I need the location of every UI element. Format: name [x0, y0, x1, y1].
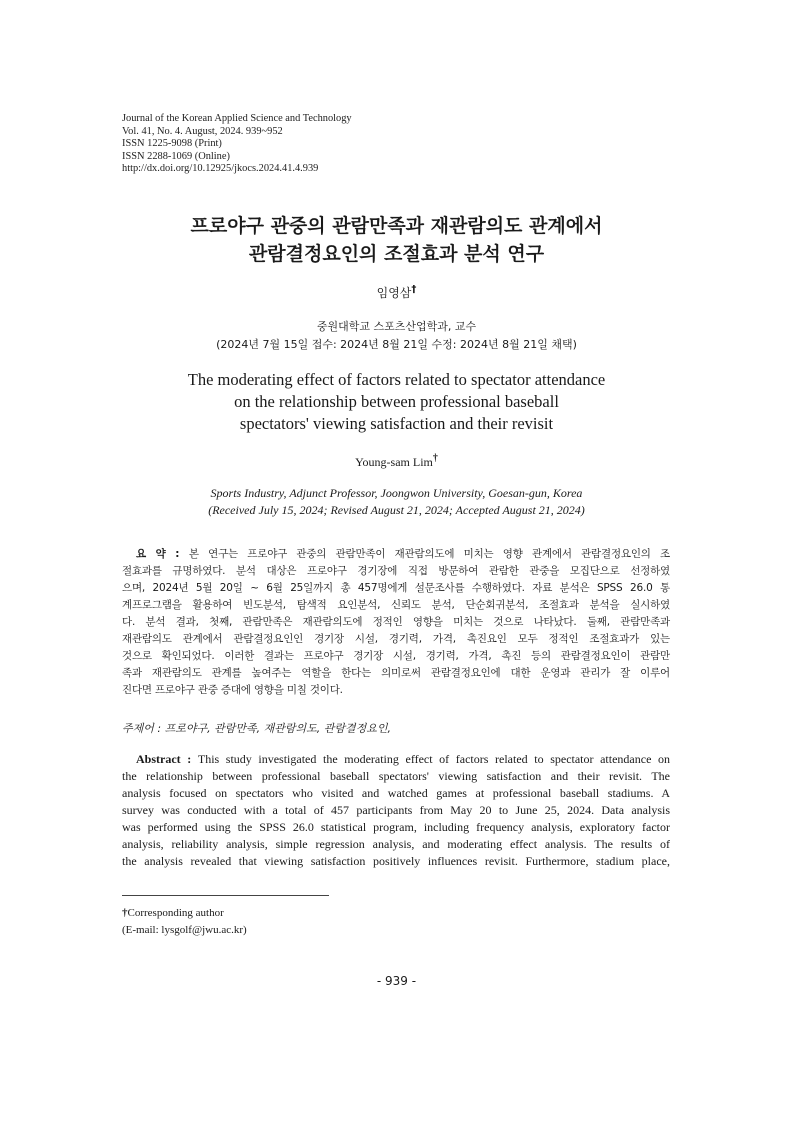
journal-header	[122, 113, 352, 176]
korean-abstract-line: 것으로 확인되었다. 이러한 결과는 프로야구 경기장 시설, 경기력, 가격, 촉진 등의 관람결정요인이 관람만	[122, 650, 670, 662]
korean-abstract-line: 계프로그램을 활용하여 빈도분석, 탐색적 요인분석, 신뢰도 분석, 단순회귀분석, 조절효과 분석을 실시하였	[122, 599, 670, 611]
english-author-name: Young-sam Lim	[355, 455, 433, 469]
english-affiliation: Sports Industry, Adjunct Professor, Joongwon University, Goesan-gun, Korea	[210, 486, 583, 500]
korean-title-line1: 프로야구 관중의 관람만족과 재관람의도 관계에서	[190, 215, 603, 237]
korean-abstract-line: 족과 재관람의도 관계를 높여주는 역할을 한다는 의미로써 관람결정요인에 대한 운영과 관리가 잘 이루어	[122, 667, 670, 679]
korean-abstract-line: 절효과를 규명하였다. 분석 대상은 프로야구 경기장에 직접 방문하여 관람한 관중을 모집단으로 선정하였	[122, 565, 670, 577]
english-title-line1: The moderating effect of factors related to spectator attendance	[187, 370, 606, 389]
english-abstract-line: analysis focused on spectators who visited and watched games at professional baseball stadiums. A	[122, 786, 670, 800]
footnote-line1: †Corresponding author	[122, 907, 224, 919]
footnote-email: (E-mail: lysgolf@jwu.ac.kr)	[122, 924, 247, 936]
korean-abstract-label: 요 약 :	[136, 548, 189, 560]
korean-abstract-line: 요 약 : 본 연구는 프로야구 관중의 관람만족이 재관람의도에 미치는 영향 관계에서 관람결정요인의 조	[136, 548, 670, 560]
korean-abstract-line: 다. 분석 결과, 첫째, 관람만족은 재관람의도에 정적인 영향을 미치는 것으로 나타났다. 둘째, 관람만족과	[122, 616, 670, 628]
korean-dates: (2024년 7월 15일 접수: 2024년 8월 21일 수정: 2024년 8월 21일 채택)	[216, 338, 577, 351]
journal-name: Journal of the Korean Applied Science and Technology	[122, 113, 352, 124]
english-abstract-line: the analysis revealed that viewing satisfaction positively influences revisit. Furthermore, stadium place,	[122, 854, 670, 868]
korean-title-line2: 관람결정요인의 조절효과 분석 연구	[248, 243, 545, 265]
korean-abstract-line: 으며, 2024년 5월 20일 ~ 6월 25일까지 총 457명에게 설문조사를 수행하였다. 자료 분석은 SPSS 26.0 통	[122, 582, 670, 594]
corresponding-mark-en: †	[432, 453, 438, 464]
english-abstract-line: the relationship between professional baseball spectators' viewing satisfaction and their revisit. The	[122, 769, 670, 783]
corresponding-mark: †	[411, 284, 417, 295]
journal-issn-online: ISSN 2288-1069 (Online)	[122, 150, 230, 162]
journal-doi: http://dx.doi.org/10.12925/jkocs.2024.41.4.939	[122, 163, 319, 175]
english-title-line2: on the relationship between professional baseball	[234, 392, 559, 411]
english-abstract	[122, 751, 670, 870]
korean-author-name: 임영삼	[376, 286, 412, 300]
journal-volume: Vol. 41, No. 4. August, 2024. 939~952	[122, 125, 283, 137]
page-number: - 939 -	[376, 974, 417, 988]
english-abstract-label: Abstract :	[136, 752, 198, 766]
english-abstract-line: Abstract : This study investigated the moderating effect of factors related to spectator attendance on	[136, 752, 671, 766]
english-author	[0, 453, 793, 470]
footnote-mark: †	[122, 907, 128, 919]
journal-issn-print: ISSN 1225-9098 (Print)	[122, 138, 222, 150]
korean-author	[0, 284, 793, 301]
english-abstract-line: analysis, reliability analysis, simple regression analysis, and moderating effect analysis. The results of	[122, 837, 670, 851]
korean-abstract-line: 진다면 프로야구 관중 증대에 영향을 미칠 것이다.	[122, 684, 343, 696]
korean-abstract	[122, 546, 670, 699]
english-title-line3: spectators' viewing satisfaction and their revisit	[239, 414, 554, 433]
english-abstract-line: survey was conducted with a total of 457 participants from May 20 to June 25, 2024. Data analysis	[122, 803, 670, 817]
footnote	[122, 905, 247, 939]
english-dates: (Received July 15, 2024; Revised August 21, 2024; Accepted August 21, 2024)	[208, 503, 585, 517]
english-abstract-line: was performed using the SPSS 26.0 statistical program, including frequency analysis, exploratory factor	[122, 820, 670, 834]
footnote-divider	[122, 895, 329, 896]
keywords: 주제어 : 프로야구, 관람만족, 재관람의도, 관람결정요인,	[122, 722, 391, 735]
korean-abstract-line: 재관람의도 관계에서 관람결정요인인 경기장 시설, 경기력, 가격, 촉진요인 모두 정적인 조절효과가 있는	[122, 633, 670, 645]
korean-affiliation: 중원대학교 스포츠산업학과, 교수	[316, 320, 477, 333]
